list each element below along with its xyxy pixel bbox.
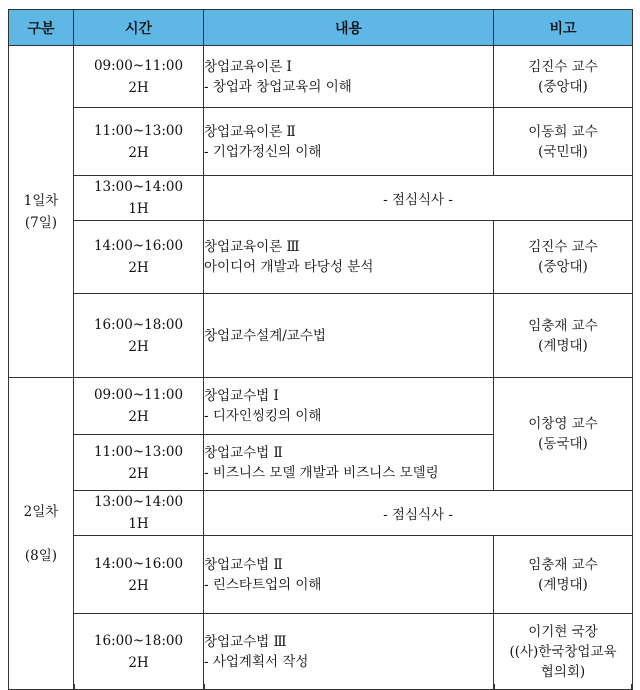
note-affiliation: (중앙대) [538, 259, 588, 275]
day-cell [9, 46, 74, 378]
content-title: 창업교육이론 Ⅰ [204, 58, 292, 75]
content-sub: - 기업가정신의 이해 [204, 143, 322, 160]
time-cell [74, 435, 204, 491]
time-range: 14:00~16:00 [93, 555, 184, 572]
time-hours: 2H [128, 144, 149, 161]
content-title: 창업교수법 Ⅰ [204, 388, 279, 404]
note-instructor: 김진수 교수 [528, 239, 598, 255]
content-cell [204, 614, 494, 690]
day-cell [9, 378, 74, 690]
note-instructor: 김진수 교수 [528, 58, 598, 75]
content-sub: - 비즈니스 모델 개발과 비즈니스 모델링 [204, 464, 439, 481]
note-affiliation: ((사)한국창업교육 [509, 643, 617, 660]
time-cell [74, 176, 204, 221]
note-instructor: 이기현 국장 [528, 623, 598, 640]
time-range: 13:00~14:00 [93, 494, 184, 510]
time-hours: 2H [128, 465, 149, 482]
time-range: 09:00~11:00 [93, 387, 184, 403]
time-hours: 1H [128, 516, 149, 532]
note-instructor: 이창영 교수 [528, 416, 598, 432]
content-title: 창업교수법 Ⅱ [204, 444, 283, 461]
lunch-cell: - 점심식사 - [204, 176, 633, 221]
time-cell [74, 378, 204, 435]
content-sub: - 디자인씽킹의 이해 [204, 408, 322, 424]
note-affiliation: (중앙대) [538, 78, 588, 95]
table-row [9, 46, 633, 108]
table-row [9, 536, 633, 614]
content-cell [204, 108, 494, 176]
header-note: 비고 [494, 10, 633, 46]
content-cell [204, 378, 494, 435]
content-title: 창업교육이론 Ⅱ [204, 123, 296, 140]
time-hours: 2H [128, 577, 149, 594]
note-cell [494, 614, 633, 690]
content-title: 창업교수법 Ⅱ [204, 556, 283, 573]
content-sub: - 창업과 창업교육의 이해 [204, 78, 352, 95]
content-title: 창업교육이론 Ⅲ [204, 239, 300, 255]
time-range: 11:00~13:00 [93, 122, 184, 139]
table-row [9, 176, 633, 221]
note-instructor: 임충재 교수 [528, 556, 598, 573]
time-range: 09:00~11:00 [93, 57, 184, 74]
note-cell [494, 536, 633, 614]
content-cell [204, 435, 494, 491]
time-range: 14:00~16:00 [93, 238, 184, 254]
day-label: 1일차 [23, 192, 59, 209]
note-affiliation: (계명대) [538, 576, 588, 593]
table-row [9, 378, 633, 435]
header-content: 내용 [204, 10, 494, 46]
time-hours: 1H [128, 201, 149, 217]
table-row [9, 108, 633, 176]
header-category: 구분 [9, 10, 74, 46]
time-cell [74, 46, 204, 108]
note-affiliation: (동국대) [538, 436, 588, 452]
note-cell [494, 378, 633, 491]
note-cell [494, 46, 633, 108]
note-affiliation: (계명대) [538, 337, 588, 354]
time-hours: 2H [128, 79, 149, 96]
content-cell [204, 46, 494, 108]
day-date: (8일) [24, 547, 58, 564]
header-time: 시간 [74, 10, 204, 46]
note-instructor: 이동희 교수 [528, 123, 598, 140]
time-range: 16:00~18:00 [93, 632, 184, 649]
content-sub: - 린스타트업의 이해 [204, 576, 322, 593]
content-cell [204, 221, 494, 294]
day-label: 2일차 [23, 503, 59, 520]
note-instructor: 임충재 교수 [528, 317, 598, 334]
time-range: 13:00~14:00 [93, 179, 184, 195]
time-cell [74, 108, 204, 176]
time-hours: 2H [128, 654, 149, 671]
note-cell [494, 294, 633, 378]
lunch-cell: - 점심식사 - [204, 491, 633, 536]
content-sub: 아이디어 개발과 타당성 분석 [204, 259, 374, 275]
time-hours: 2H [128, 260, 149, 276]
time-hours: 2H [128, 338, 149, 355]
schedule-table [8, 9, 633, 690]
time-cell [74, 491, 204, 536]
time-range: 11:00~13:00 [93, 443, 184, 460]
content-title: 창업교수법 Ⅲ [204, 633, 287, 650]
time-hours: 2H [128, 409, 149, 425]
content-cell [204, 294, 494, 378]
note-cell [494, 108, 633, 176]
note-cell [494, 221, 633, 294]
time-cell [74, 614, 204, 690]
time-range: 16:00~18:00 [93, 316, 184, 333]
table-row [9, 294, 633, 378]
content-cell [204, 536, 494, 614]
time-cell [74, 294, 204, 378]
content-title: 창업교수설계/교수법 [204, 327, 326, 344]
day-date: (7일) [24, 214, 58, 231]
header-row [9, 10, 633, 46]
note-affiliation-cont: 협의회) [540, 663, 586, 680]
time-cell [74, 221, 204, 294]
table-continuation-edge [8, 684, 632, 689]
time-cell [74, 536, 204, 614]
content-sub: - 사업계획서 작성 [204, 653, 309, 670]
table-row [9, 614, 633, 690]
table-row [9, 221, 633, 294]
note-affiliation: (국민대) [538, 143, 588, 160]
table-row [9, 491, 633, 536]
